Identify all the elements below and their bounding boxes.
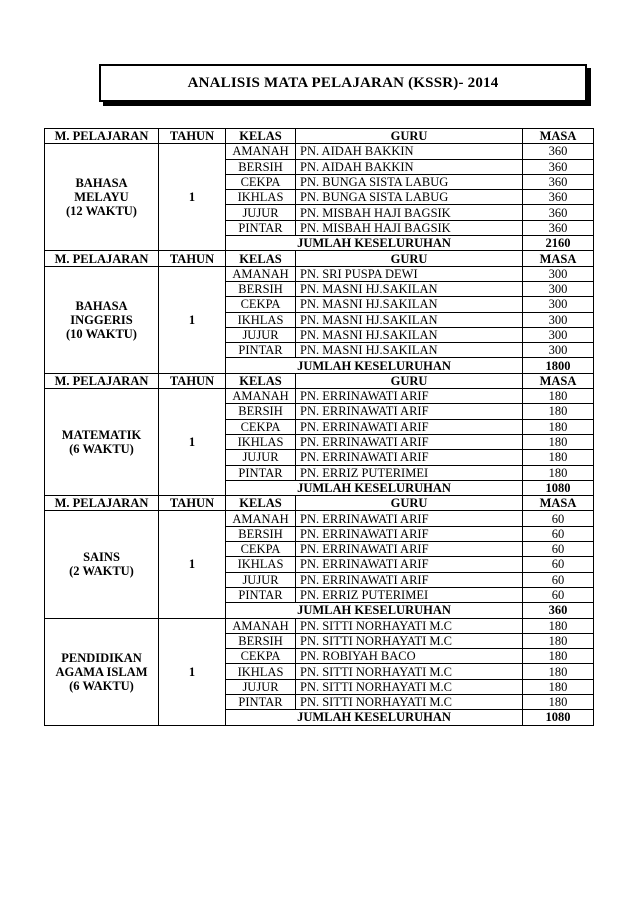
- year-cell: 1: [159, 266, 226, 373]
- time-cell: 300: [523, 343, 594, 358]
- teacher-cell: PN. ERRINAWATI ARIF: [296, 404, 523, 419]
- subject-analysis-table: [44, 128, 594, 726]
- year-cell: 1: [159, 144, 226, 251]
- teacher-cell: PN. MASNI HJ.SAKILAN: [296, 281, 523, 296]
- total-value: 1800: [523, 358, 594, 373]
- class-cell: BERSIH: [226, 159, 296, 174]
- teacher-cell: PN. MASNI HJ.SAKILAN: [296, 327, 523, 342]
- class-cell: IKHLAS: [226, 434, 296, 449]
- year-cell: 1: [159, 389, 226, 496]
- time-cell: 360: [523, 220, 594, 235]
- subject-name-line: AGAMA ISLAM: [55, 664, 148, 679]
- time-cell: 180: [523, 679, 594, 694]
- teacher-cell: PN. BUNGA SISTA LABUG: [296, 190, 523, 205]
- header-class: KELAS: [226, 496, 296, 511]
- class-cell: CEKPA: [226, 419, 296, 434]
- time-cell: 360: [523, 174, 594, 189]
- header-teacher: GURU: [296, 496, 523, 511]
- header-row: [45, 251, 594, 266]
- header-class: KELAS: [226, 251, 296, 266]
- header-class: KELAS: [226, 129, 296, 144]
- teacher-cell: PN. ERRINAWATI ARIF: [296, 450, 523, 465]
- total-value: 1080: [523, 710, 594, 725]
- class-cell: BERSIH: [226, 526, 296, 541]
- teacher-cell: PN. BUNGA SISTA LABUG: [296, 174, 523, 189]
- header-time: MASA: [523, 129, 594, 144]
- time-cell: 360: [523, 159, 594, 174]
- header-subject: M. PELAJARAN: [45, 129, 159, 144]
- class-cell: CEKPA: [226, 297, 296, 312]
- teacher-cell: PN. SRI PUSPA DEWI: [296, 266, 523, 281]
- teacher-cell: PN. MISBAH HAJI BAGSIK: [296, 220, 523, 235]
- teacher-cell: PN. AIDAH BAKKIN: [296, 159, 523, 174]
- header-subject: M. PELAJARAN: [45, 251, 159, 266]
- subject-name-line: SAINS: [83, 550, 120, 565]
- total-value: 2160: [523, 236, 594, 251]
- total-value: 360: [523, 603, 594, 618]
- class-cell: JUJUR: [226, 327, 296, 342]
- subject-cell: [45, 144, 159, 251]
- total-label: JUMLAH KESELURUHAN: [226, 236, 523, 251]
- subject-name-line: (2 WAKTU): [69, 564, 134, 579]
- teacher-cell: PN. ERRINAWATI ARIF: [296, 526, 523, 541]
- header-teacher: GURU: [296, 373, 523, 388]
- teacher-cell: PN. ERRINAWATI ARIF: [296, 557, 523, 572]
- class-cell: IKHLAS: [226, 664, 296, 679]
- teacher-cell: PN. ERRINAWATI ARIF: [296, 389, 523, 404]
- time-cell: 300: [523, 327, 594, 342]
- class-cell: PINTAR: [226, 343, 296, 358]
- time-cell: 360: [523, 205, 594, 220]
- time-cell: 180: [523, 389, 594, 404]
- year-cell: 1: [159, 618, 226, 725]
- subject-name-line: MELAYU: [74, 190, 129, 205]
- class-cell: IKHLAS: [226, 557, 296, 572]
- subject-cell: [45, 618, 159, 725]
- class-cell: PINTAR: [226, 465, 296, 480]
- teacher-cell: PN. ERRINAWATI ARIF: [296, 542, 523, 557]
- class-cell: BERSIH: [226, 404, 296, 419]
- time-cell: 180: [523, 419, 594, 434]
- time-cell: 180: [523, 633, 594, 648]
- header-teacher: GURU: [296, 129, 523, 144]
- teacher-cell: PN. ERRIZ PUTERIMEI: [296, 587, 523, 602]
- header-row: [45, 129, 594, 144]
- table-row: [45, 511, 594, 526]
- class-cell: JUJUR: [226, 572, 296, 587]
- teacher-cell: PN. ERRINAWATI ARIF: [296, 511, 523, 526]
- teacher-cell: PN. ERRINAWATI ARIF: [296, 419, 523, 434]
- teacher-cell: PN. MASNI HJ.SAKILAN: [296, 343, 523, 358]
- document-title: ANALISIS MATA PELAJARAN (KSSR)- 2014: [187, 74, 499, 91]
- class-cell: CEKPA: [226, 542, 296, 557]
- class-cell: JUJUR: [226, 205, 296, 220]
- subject-name-line: (10 WAKTU): [66, 326, 137, 341]
- total-label: JUMLAH KESELURUHAN: [226, 358, 523, 373]
- time-cell: 60: [523, 511, 594, 526]
- table-row: [45, 618, 594, 633]
- table-row: [45, 266, 594, 281]
- time-cell: 300: [523, 297, 594, 312]
- time-cell: 180: [523, 694, 594, 709]
- subject-name-line: PENDIDIKAN: [61, 650, 142, 665]
- header-year: TAHUN: [159, 251, 226, 266]
- subject-name-line: BAHASA: [75, 176, 128, 191]
- subject-cell: [45, 266, 159, 373]
- time-cell: 360: [523, 144, 594, 159]
- time-cell: 360: [523, 190, 594, 205]
- table-row: [45, 389, 594, 404]
- teacher-cell: PN. ERRINAWATI ARIF: [296, 434, 523, 449]
- subject-name-line: INGGERIS: [70, 312, 133, 327]
- class-cell: JUJUR: [226, 450, 296, 465]
- teacher-cell: PN. ERRIZ PUTERIMEI: [296, 465, 523, 480]
- document-title-box: [99, 64, 587, 102]
- subject-cell: [45, 511, 159, 618]
- time-cell: 180: [523, 450, 594, 465]
- teacher-cell: PN. SITTI NORHAYATI M.C: [296, 679, 523, 694]
- header-year: TAHUN: [159, 496, 226, 511]
- year-cell: 1: [159, 511, 226, 618]
- total-label: JUMLAH KESELURUHAN: [226, 710, 523, 725]
- total-label: JUMLAH KESELURUHAN: [226, 480, 523, 495]
- time-cell: 300: [523, 312, 594, 327]
- teacher-cell: PN. MASNI HJ.SAKILAN: [296, 297, 523, 312]
- class-cell: IKHLAS: [226, 190, 296, 205]
- time-cell: 60: [523, 526, 594, 541]
- class-cell: BERSIH: [226, 281, 296, 296]
- time-cell: 180: [523, 649, 594, 664]
- class-cell: AMANAH: [226, 618, 296, 633]
- subject-name-line: BAHASA: [75, 298, 128, 313]
- class-cell: PINTAR: [226, 587, 296, 602]
- teacher-cell: PN. ERRINAWATI ARIF: [296, 572, 523, 587]
- header-time: MASA: [523, 496, 594, 511]
- teacher-cell: PN. SITTI NORHAYATI M.C: [296, 694, 523, 709]
- table-row: [45, 144, 594, 159]
- table-body: [45, 129, 594, 726]
- header-row: [45, 496, 594, 511]
- class-cell: CEKPA: [226, 649, 296, 664]
- time-cell: 180: [523, 404, 594, 419]
- class-cell: JUJUR: [226, 679, 296, 694]
- subject-name-line: (6 WAKTU): [69, 678, 134, 693]
- header-year: TAHUN: [159, 129, 226, 144]
- class-cell: CEKPA: [226, 174, 296, 189]
- subject-name-line: (6 WAKTU): [69, 442, 134, 457]
- time-cell: 300: [523, 281, 594, 296]
- teacher-cell: PN. AIDAH BAKKIN: [296, 144, 523, 159]
- time-cell: 180: [523, 664, 594, 679]
- header-subject: M. PELAJARAN: [45, 496, 159, 511]
- class-cell: AMANAH: [226, 511, 296, 526]
- subject-cell: [45, 389, 159, 496]
- teacher-cell: PN. MASNI HJ.SAKILAN: [296, 312, 523, 327]
- teacher-cell: PN. SITTI NORHAYATI M.C: [296, 618, 523, 633]
- subject-name-line: MATEMATIK: [61, 428, 142, 443]
- header-time: MASA: [523, 251, 594, 266]
- teacher-cell: PN. SITTI NORHAYATI M.C: [296, 633, 523, 648]
- time-cell: 180: [523, 434, 594, 449]
- class-cell: PINTAR: [226, 220, 296, 235]
- class-cell: AMANAH: [226, 389, 296, 404]
- header-row: [45, 373, 594, 388]
- class-cell: BERSIH: [226, 633, 296, 648]
- header-class: KELAS: [226, 373, 296, 388]
- time-cell: 60: [523, 572, 594, 587]
- class-cell: AMANAH: [226, 266, 296, 281]
- teacher-cell: PN. MISBAH HAJI BAGSIK: [296, 205, 523, 220]
- time-cell: 60: [523, 557, 594, 572]
- header-teacher: GURU: [296, 251, 523, 266]
- teacher-cell: PN. ROBIYAH BACO: [296, 649, 523, 664]
- header-subject: M. PELAJARAN: [45, 373, 159, 388]
- teacher-cell: PN. SITTI NORHAYATI M.C: [296, 664, 523, 679]
- time-cell: 180: [523, 465, 594, 480]
- class-cell: IKHLAS: [226, 312, 296, 327]
- time-cell: 60: [523, 542, 594, 557]
- time-cell: 300: [523, 266, 594, 281]
- header-year: TAHUN: [159, 373, 226, 388]
- time-cell: 60: [523, 587, 594, 602]
- class-cell: PINTAR: [226, 694, 296, 709]
- total-value: 1080: [523, 480, 594, 495]
- time-cell: 180: [523, 618, 594, 633]
- subject-name-line: (12 WAKTU): [66, 204, 137, 219]
- header-time: MASA: [523, 373, 594, 388]
- class-cell: AMANAH: [226, 144, 296, 159]
- total-label: JUMLAH KESELURUHAN: [226, 603, 523, 618]
